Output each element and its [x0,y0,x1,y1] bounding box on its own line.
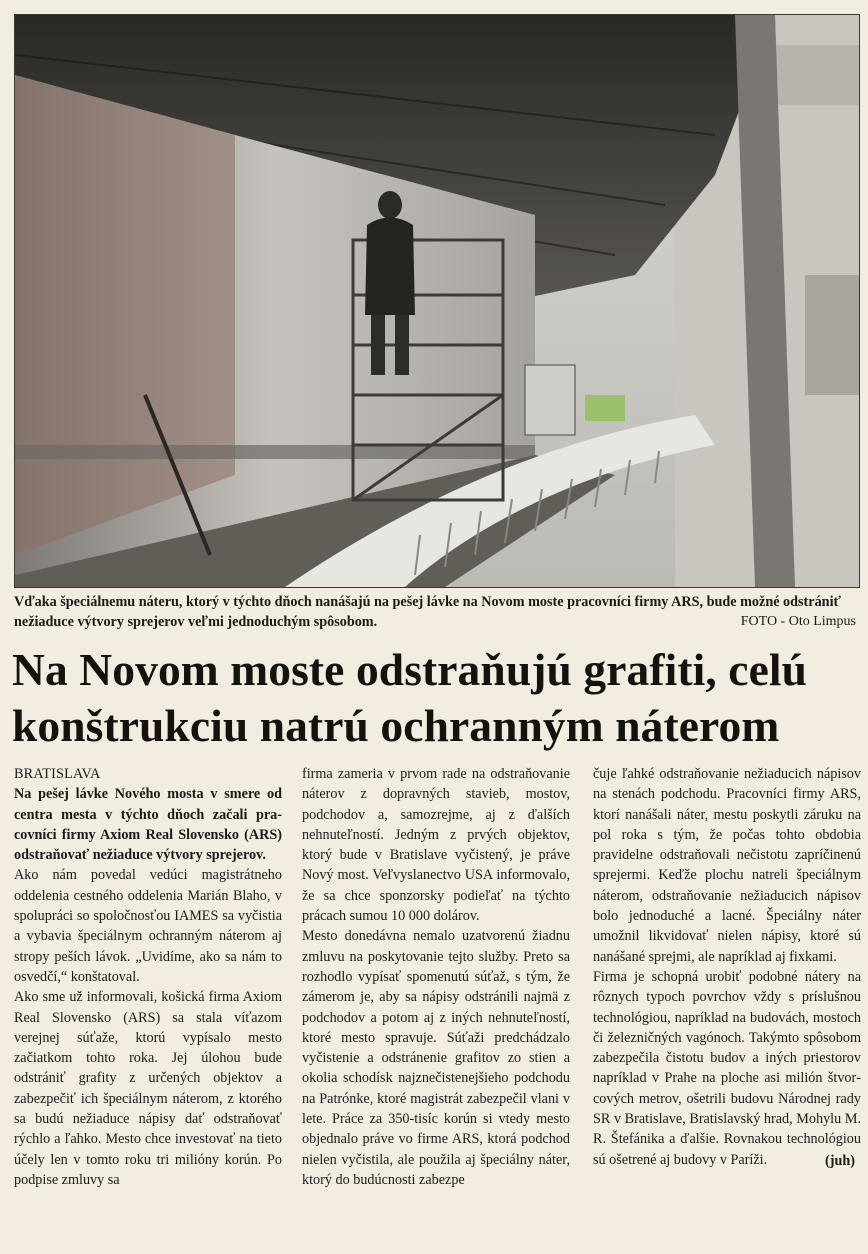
lead-paragraph: Na pešej lávke Nového mosta v smere od centra mesta v týchto dňoch začali pracovníci firmy Axiom Real Slovensko (ARS) odstraňovať nežiaduce výtvory sprejerov. [14,786,282,864]
article-headline: Na Novom moste odstraňujú grafiti, celú konštrukciu natrú ochranným náterom [12,644,808,751]
dateline: BRATISLAVA [14,766,101,782]
article-column-1 [14,764,282,1190]
photo-caption [14,592,860,632]
body-paragraph: Ako sme už informovali, košická firma Axiom Real Slovensko (ARS) sa stala víťazom verejnej súťaže, ktorú vypísalo mesto začiatkom tohto roka. Jej úlohou bude odstrániť grafity z určených objektov a zabezpečiť ich špeciálnym náterom, z ktorého sa budú nežiaduce nápisy dať odstraňovať rýchlo a ľahko. Mesto chce investovať na tieto účely len v tomto roku tri milióny korún. Po podpise zmluvy sa [14,989,282,1188]
body-paragraph: firma zameria v prvom rade na odstraňovanie náterov z dopravných stavieb, mostov, podchodov a, samozrejme, aj z ďalších nehnuteľností. Jedným z prvých objektov, ktorý bude v Bratislave vyčistený, je práve Nový most. Veľvyslanectvo USA informovalo, že sa chce sponzorsky podieľať na týchto prácach sumou 10 000 dolárov. [302,766,570,925]
body-paragraph: Mesto donedávna nemalo uzatvorenú žiadnu zmluvu na poskytovanie tejto služby. Preto sa rozhodlo vypísať spomenutú súťaž, s tým, že zámerom je, aby sa nápisy odstránili najmä z podchodov a potom aj z iných nehnuteľností, ktoré mesto spravuje. Súťaži predchádzalo vyčistenie a odstránenie grafitov zo stien a okolia schodísk najznečistenejšieho podchodu na Patrónke, ktoré magistrát zabezpečil vlani v lete. Práce za 350-tisíc korún si vtedy mesto objednalo práve vo firme ARS, ktorá podchod nielen vyčistila, ale použila aj špeciálny náter, ktorý do budúcnosti zabezpe [302,928,570,1188]
article-column-3 [593,764,861,1170]
body-paragraph: Ako nám povedal vedúci magistrátneho oddelenia cestného oddelenia Marián Blaho, v spolupráci so spoločnosťou IAMES sa vyčistia a vybavia špeciálnym ochranným náterom aj stropy peších lávok. „Uvidíme, ako sa nám to osvedčí,“ konštatoval. [14,867,282,985]
article-photo [14,14,860,588]
body-paragraph: Firma je schopná urobiť podobné nátery na rôznych typoch povrchov vždy s príslušnou technológiou, napríklad na budovách, mostoch či železničných vagónoch. Takýmto spôsobom zabezpečila čistotu budov a iných priestorov napríklad v Prahe na ploche asi milión štvorcových metrov, ošetrili budovu Národnej rady SR v Bratislave, Bratislavský hrad, Mohylu M. R. Štefánika a ďalšie. Rovnakou technológiou sú ošetrené aj budovy v Paríži. [593,968,861,1168]
article-column-2 [302,764,570,1190]
caption-text: Vďaka špeciálnemu náteru, ktorý v týchto dňoch nanášajú na pešej lávke na Novom moste pracovníci firmy ARS, bude možné odstrániť nežiaduce výtvory sprejerov veľmi jednoduchým spôsobom. [14,594,841,630]
photo-credit: FOTO - Oto Limpus [740,614,856,629]
bridge-photo-illustration [15,15,859,587]
author-signature: (juh) [825,1152,855,1169]
body-paragraph: čuje ľahké odstraňovanie nežiaducich nápisov na stenách podchodu. Pracovníci firmy ARS, ktorí nanášali náter, mestu poskytli záruku na pol roka s tým, že počas tohto obdobia pravidelne odstraňovali nečistotu zapríčinenú sprejermi. Keďže plochu natreli špeciálnym náterom, odstraňovanie nežiaducich nápisov bolo jednoduché a lacné. Špeciálny náter umožnil likvidovať nielen nápisy, ktoré sú nanášané sprejmi, ale napríklad aj fixkami. [593,766,861,965]
